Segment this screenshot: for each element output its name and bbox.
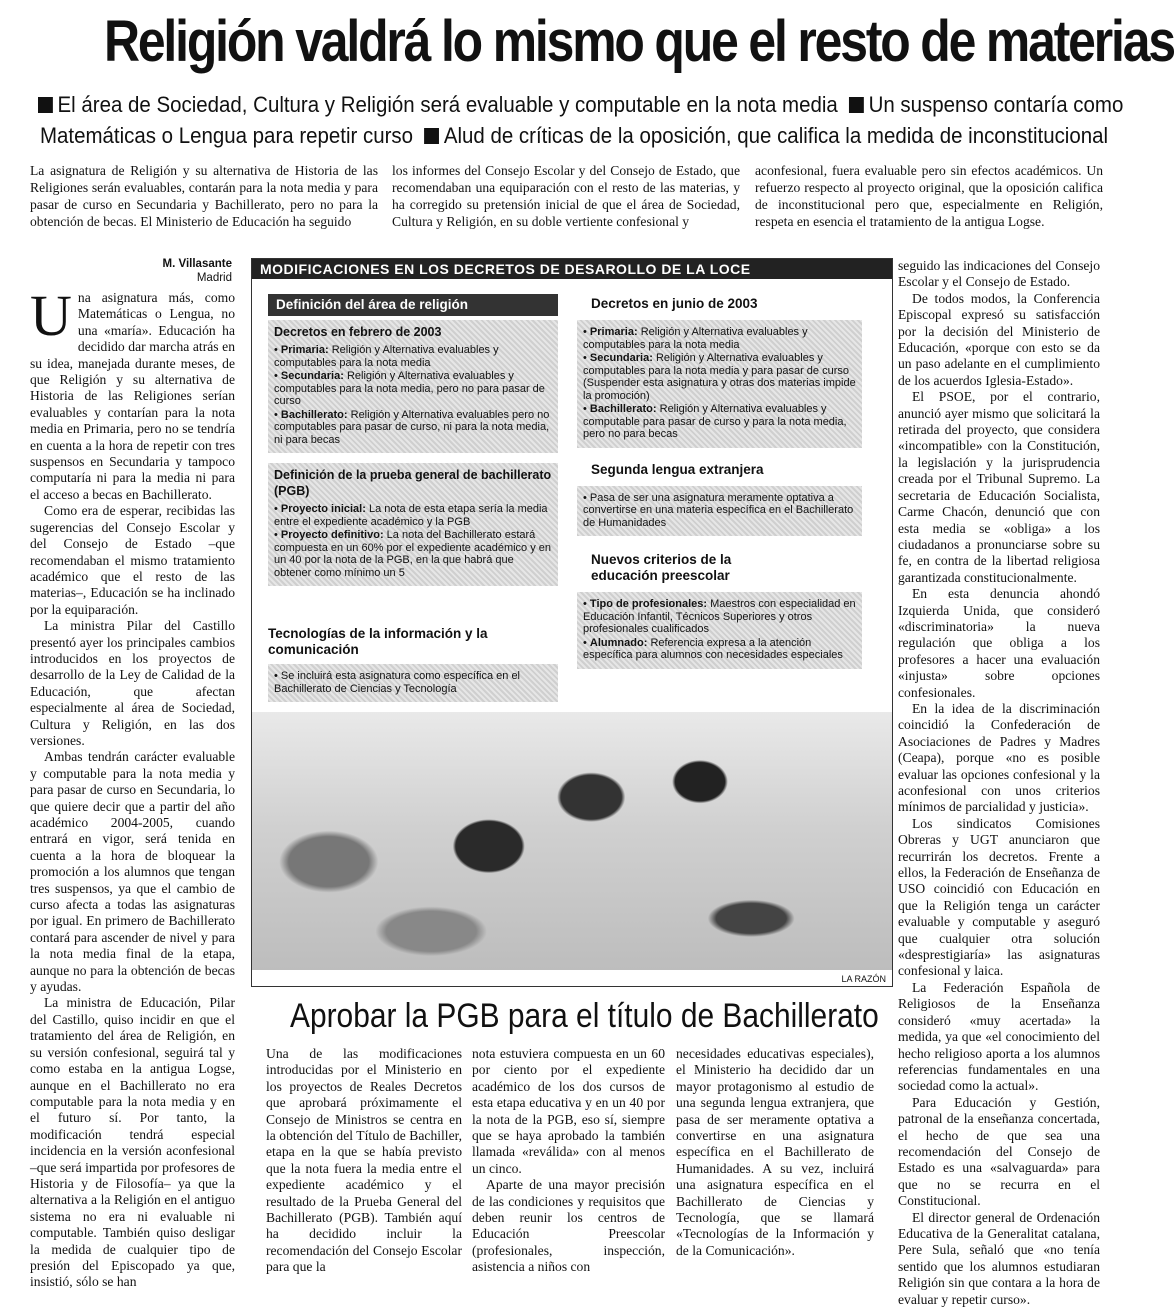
paragraph: Ambas tendrán carácter evaluable y computable para la nota media y para pasar de curso en Secundaria, lo que quiere decir que a partir del año académico 2004-2005, cuando entrará en vigor, será tenida en cuenta a la hora de bloquear la promoción a los alumnos que tengan tres suspensos, ya que el cambio de curso afecta a todas las asignaturas por igual. En primero de Bachillerato contará para ascender de nivel y para la nota media final de la etapa, aunque no para la obtención de becas y ayudas. xyxy=(30,749,235,995)
paragraph: Los sindicatos Comisiones Obreras y UGT anunciaron que recurrirán los decretos. Frente a ellos, la Federación de Enseñanza de USO coincidió con Educación en que la Religión tenga un carácter evaluable y computable y aseguró que cualquier otra solución «desprestigiaría» las asignaturas confesional y laica. xyxy=(898,815,1100,979)
paragraph: seguido las indicaciones del Consejo Escolar y el Consejo de Estado. xyxy=(898,258,1100,290)
feb-2003-title: Decretos en febrero de 2003 xyxy=(274,325,442,339)
paragraph: La ministra Pilar del Castillo presentó ayer los principales cambios introducidos en los proyectos de desarrollo de la Ley de Calidad de la Educación, que afectan especialmente al área de Sociedad, Cultura y Religión, en las dos versiones. xyxy=(30,618,235,748)
article-mid-col-2 xyxy=(472,1046,665,1276)
paragraph: En esta denuncia ahondó Izquierda Unida, que consideró «discriminatoria» la nueva regulación que obliga a los profesores a hacer una evaluación «injusta» sobre opciones confesionales. xyxy=(898,586,1100,700)
tic-list xyxy=(268,664,558,702)
paragraph: nota estuviera compuesta en un 60 por ciento por el expediente académico de los dos cursos de esta etapa educativa y en un 40 por la nota de la PGB, eso sí, siempre que se haya aprobado la también llamada «reválida» con al menos un cinco. xyxy=(472,1046,665,1176)
subheadline-part: Alud de críticas de la oposición, que califica la medida de inconstitucional xyxy=(443,123,1109,148)
paragraph: De todos modos, la Conferencia Episcopal expresó su satisfacción por la decisión del Ministerio de Educación, «porque con esto se da un paso adelante en el cumplimiento de los acuerdos Iglesia-Estado». xyxy=(898,290,1100,388)
box-right-panel xyxy=(577,294,862,669)
section-title-second-language: Segunda lengua extranjera xyxy=(591,461,764,477)
list-item: • Proyecto definitivo: La nota del Bachillerato estará compuesta en un 60% por el expediente académico y en un 40 por la nota de la PGB, en la que habrá que obtener como mínimo un 5 xyxy=(274,529,552,579)
paragraph: La Federación Española de Religiosos de la Enseñanza consideró «muy acertada» la medida, ya que «el conocimiento del hecho religioso aporta a los alumnos referencias fundamentales en una sociedad como la actual». xyxy=(898,979,1100,1094)
section-title-preschool: Nuevos criterios de la educación preescolar xyxy=(591,552,732,583)
subheadline-part: Matemáticas o Lengua para repetir curso xyxy=(40,123,414,148)
paragraph: La ministra de Educación, Pilar del Castillo, quiso incidir en que el tratamiento del área de Religión, en su versión confesional, seguirá tal y como estaba en la antigua Logse, aunque en el Bachillerato no era computable para la nota media y en el futuro sí. Por tanto, la modificación tendrá especial incidencia en la versión aconfesional –que será impartida por profesores de Historia y de Filosofía– ya que la alternativa a la Religión en el antiguo sistema no era ni evaluable ni computable. También quiso desligar la medida de cualquier tipo de presión del Episcopado ya que, insistió, sólo se han xyxy=(30,995,235,1290)
article-column-right xyxy=(898,258,1100,1307)
list-item: • Bachillerato: Religión y Alternativa evaluables pero no computables para pasar de curso, ni para la nota media, ni para becas xyxy=(274,408,550,446)
paragraph: na asignatura más, como Matemáticas o Lengua, no una «maría». Educación ha decidido dar marcha atrás en su idea, manejada durante meses, de que Religión y su alternativa de Historia de las Religiones serían evaluables y contarían para la nota media en Primaria, pero no se tendría en cuenta a la hora de repetir con tres suspensos en Secundaria y tampoco computaría ni para la media ni para el acceso a becas en Bachillerato. xyxy=(30,290,235,502)
paragraph: El PSOE, por el contrario, anunció ayer mismo que solicitará la retirada del proyecto, que considera «incompatible» con la Constitución, la legislación y la jurisprudencia creada por el Tribunal Supremo. La secretaria de Educación Socialista, Carme Chacón, denunció que con esta media se «obliga» a los ciudadanos a pronunciarse sobre su fe, en contra de la libertad religiosa garantizada constitucionalmente. xyxy=(898,389,1100,585)
list-item: • Bachillerato: Religión y Alternativa evaluables y computable para pasar de curso y para la nota media, pero no para becas xyxy=(583,403,847,440)
intro-col-3: aconfesional, fuera evaluable pero sin efectos académicos. Un refuerzo respecto al proyecto original, que la oposición califica de inconstitucional pero que, especialmente en Religión, respeta en esencia el tratamiento de la antigua Logse. xyxy=(755,163,1103,229)
photo-credit: LA RAZÓN xyxy=(841,974,886,984)
info-box-title: MODIFICACIONES EN LOS DECRETOS DE DESAROLLO DE LA LOCE xyxy=(252,259,892,279)
list-item: • Proyecto inicial: La nota de esta etapa sería la media entre el expediente académico y la PGB xyxy=(274,503,548,528)
dateline-place: Madrid xyxy=(196,272,232,284)
article-mid-col-3 xyxy=(676,1046,874,1259)
news-photo xyxy=(252,712,892,970)
pgb-block xyxy=(268,463,558,586)
square-bullet-icon xyxy=(849,97,864,113)
info-box xyxy=(251,258,893,987)
paragraph: Para Educación y Gestión, patronal de la enseñanza concertada, el hecho de que sea una recomendación del Consejo de Estado es una «salvaguarda» para que no se recurra en el Constitucional. xyxy=(898,1094,1100,1209)
drop-cap: U xyxy=(30,283,72,348)
square-bullet-icon xyxy=(424,128,439,144)
paragraph: necesidades educativas especiales), el Ministerio ha decidido dar un mayor protagonismo al estudio de una segunda lengua extranjera, que pasa de ser meramente optativa a convertirse en una asignatura específica en el Bachillerato de Humanidades. A su vez, incluirá una asignatura específica en el Bachillerato de Ciencias y Tecnología, que se llamará «Tecnologías de la Información y de la Comunicación». xyxy=(676,1046,874,1258)
june-2003-list xyxy=(577,320,862,448)
subheadline-part: Un suspenso contaría como xyxy=(868,92,1124,117)
byline: M. Villasante xyxy=(162,258,232,270)
list-item: • Pasa de ser una asignatura meramente optativa a convertirse en una materia específica en el Bachillerato de Humanidades xyxy=(583,491,854,529)
paragraph: Como era de esperar, recibidas las sugerencias del Consejo Escolar y del Consejo de Estado –que recomendaban el mismo tratamiento académico que el resto de las materias–, Educación se ha inclinado por la equiparación. xyxy=(30,503,235,617)
list-item: • Tipo de profesionales: Maestros con especialidad en Educación Infantil, Técnicos Superiores y otros profesionales cualificados xyxy=(583,598,856,635)
feb-2003-block xyxy=(268,320,558,453)
subheadline-line-2 xyxy=(40,121,1109,151)
paragraph: Aparte de una mayor precisión de las condiciones y requisitos que deben reunir los centros de Educación Preescolar (profesionales, inspección, asistencia a niños con xyxy=(472,1177,665,1275)
section-title-religion: Definición del área de religión xyxy=(268,294,558,316)
intro-col-2: los informes del Consejo Escolar y del Consejo de Estado, que recomendaban una equiparación con el resto de las materias, y ha corregido su pretensión inicial de que el área de Sociedad, Cultura y Religión, en su doble vertiente confesional y xyxy=(392,163,740,229)
preschool-list xyxy=(577,592,862,669)
square-bullet-icon xyxy=(38,97,53,113)
feb-2003-list xyxy=(274,344,552,446)
article-column-1 xyxy=(30,283,235,1290)
list-item: • Secundaria: Religión y Alternativa evaluables y computables para la nota media y para pasar de curso (Suspender esta asignatura y otras dos materias impide la promoción) xyxy=(583,352,856,402)
box-left-panel xyxy=(268,294,558,702)
list-item: • Primaria: Religión y Alternativa evaluables y computables para la nota media xyxy=(274,344,499,369)
section-subhead: Aprobar la PGB para el título de Bachillerato xyxy=(290,997,879,1035)
section-title-june-2003: Decretos en junio de 2003 xyxy=(591,296,758,311)
list-item: • Se incluirá esta asignatura como específica en el Bachillerato de Ciencias y Tecnología xyxy=(274,670,520,695)
subheadline-part: El área de Sociedad, Cultura y Religión será evaluable y computable en la nota media xyxy=(57,92,838,117)
section-title-pgb: Definición de la prueba general de bachillerato (PGB) xyxy=(274,468,552,498)
paragraph: El director general de Ordenación Educativa de la Generalitat catalana, Pere Sula, señaló que «no tenía sentido que los alumnos estudiaran Religión sin que contara a la hora de evaluar y repetir curso». xyxy=(898,1209,1100,1307)
pgb-list xyxy=(274,503,552,579)
list-item: • Primaria: Religión y Alternativa evaluables y computables para la nota media xyxy=(583,326,808,351)
article-mid-col-1 xyxy=(266,1046,462,1276)
intro-col-1: La asignatura de Religión y su alternativa de Historia de las Religiones serán evaluables, contarán para la nota media y para pasar de curso en Secundaria y Bachillerato, pero no para la obtención de becas. El Ministerio de Educación ha seguido xyxy=(30,163,378,229)
headline: Religión valdrá lo mismo que el resto de materias xyxy=(103,9,1174,74)
list-item: • Alumnado: Referencia expresa a la atención específica para alumnos con necesidades especiales xyxy=(583,636,843,661)
section-title-tic: Tecnologías de la información y la comunicación xyxy=(268,626,488,657)
subheadline-line-1 xyxy=(38,90,1124,120)
second-language-list xyxy=(577,486,862,537)
paragraph: Una de las modificaciones introducidas por el Ministerio en los proyectos de Reales Decretos que aprobará próximamente el Consejo de Ministros se centra en la obtención del Título de Bachiller, etapa en la que se había previsto que la nota fuera la media entre el expediente académico y el resultado de la Prueba General del Bachillerato (PGB). También aquí ha decidido incluir la recomendación del Consejo Escolar para que la xyxy=(266,1046,462,1275)
list-item: • Secundaria: Religión y Alternativa evaluables y computables para la nota media, pero no para pasar de curso xyxy=(274,370,545,407)
paragraph: En la idea de la discriminación coincidió la Confederación de Asociaciones de Padres y Madres (Ceapa), porque «no es posible evaluar las opciones confesional y la aconfesional con unos criterios mínimos de parcialidad y justicia». xyxy=(898,700,1100,815)
